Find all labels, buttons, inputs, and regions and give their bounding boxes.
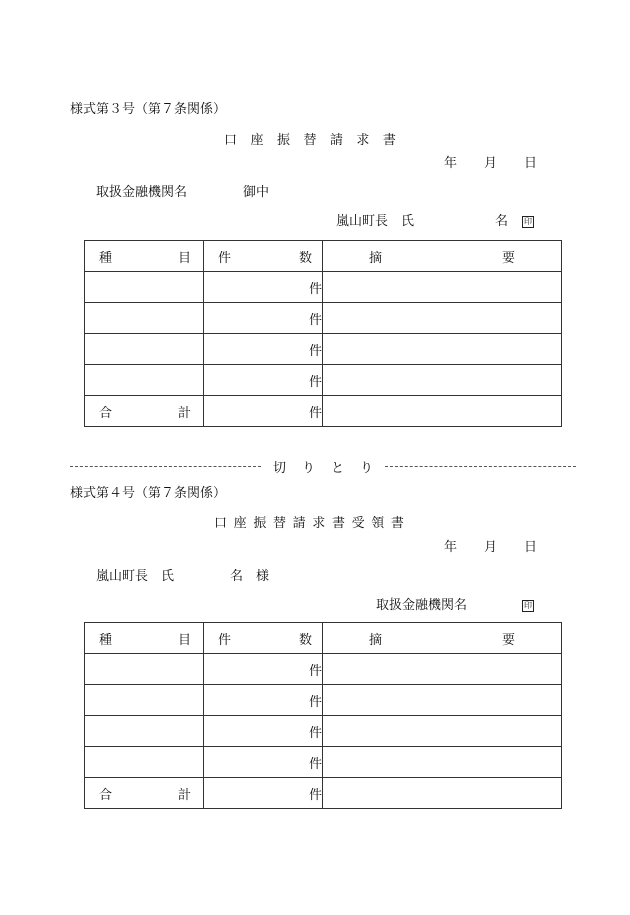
form2-table	[84, 622, 562, 809]
cell-summary[interactable]	[323, 303, 562, 334]
title-char: 口	[224, 133, 238, 148]
title-char: 書	[331, 516, 345, 531]
form2-seal-icon	[522, 599, 534, 612]
total-label: 合 計	[85, 778, 204, 809]
cell-summary[interactable]	[323, 716, 562, 747]
seal-mark: 印	[524, 600, 532, 610]
cell-summary[interactable]	[323, 272, 562, 303]
cell-count[interactable]: 件	[204, 303, 323, 334]
title-char: 振	[253, 516, 267, 531]
form1-seal-icon	[522, 215, 534, 228]
title-char: 替	[272, 516, 286, 531]
title-char: 請	[292, 516, 306, 531]
header-type: 種 目	[85, 623, 204, 654]
cell-count[interactable]: 件	[204, 272, 323, 303]
form1-table	[84, 240, 562, 427]
cell-summary[interactable]	[323, 685, 562, 716]
table-header-row	[85, 623, 562, 654]
title-char: 座	[250, 133, 264, 148]
table-total-row	[85, 396, 562, 427]
table-row	[85, 334, 562, 365]
table-row	[85, 747, 562, 778]
cell-type[interactable]	[85, 654, 204, 685]
header-type: 種 目	[85, 241, 204, 272]
table-row	[85, 365, 562, 396]
cell-count[interactable]: 件	[204, 747, 323, 778]
cell-type[interactable]	[85, 365, 204, 396]
date-month: 月	[484, 156, 498, 171]
table-row	[85, 685, 562, 716]
header-summary: 摘 要	[323, 623, 562, 654]
date-year: 年	[444, 156, 458, 171]
title-char: 領	[371, 516, 385, 531]
form2-honorific: 様	[256, 569, 270, 584]
date-day: 日	[524, 156, 538, 171]
cell-type[interactable]	[85, 303, 204, 334]
cut-dash-right	[385, 466, 576, 467]
cell-summary[interactable]	[323, 334, 562, 365]
cell-type[interactable]	[85, 685, 204, 716]
total-summary[interactable]	[323, 778, 562, 809]
cell-type[interactable]	[85, 334, 204, 365]
cell-type[interactable]	[85, 716, 204, 747]
table-row	[85, 272, 562, 303]
cell-count[interactable]: 件	[204, 334, 323, 365]
form2-name-label: 名	[230, 569, 244, 584]
cell-summary[interactable]	[323, 747, 562, 778]
cut-dash-left	[70, 466, 261, 467]
header-summary: 摘 要	[323, 241, 562, 272]
total-label: 合 計	[85, 396, 204, 427]
form2-title	[214, 517, 404, 530]
title-char: 口	[214, 516, 228, 531]
cell-count[interactable]: 件	[204, 685, 323, 716]
cell-type[interactable]	[85, 272, 204, 303]
title-char: 求	[312, 516, 326, 531]
title-char: 座	[233, 516, 247, 531]
total-summary[interactable]	[323, 396, 562, 427]
form1-honorific: 御中	[243, 185, 270, 200]
form1-bank-label: 取扱金融機関名	[96, 185, 188, 200]
cell-summary[interactable]	[323, 654, 562, 685]
cell-summary[interactable]	[323, 365, 562, 396]
form2-bank-label: 取扱金融機関名	[376, 598, 468, 613]
table-total-row	[85, 778, 562, 809]
cut-line	[70, 459, 576, 476]
title-char: 替	[303, 133, 317, 148]
table-header-row	[85, 241, 562, 272]
total-count[interactable]: 件	[204, 396, 323, 427]
table-row	[85, 654, 562, 685]
date-year: 年	[444, 540, 458, 555]
title-char: 振	[276, 133, 290, 148]
cut-label: 切 り と り	[272, 460, 374, 476]
cell-type[interactable]	[85, 747, 204, 778]
date-day: 日	[524, 540, 538, 555]
title-char: 求	[356, 133, 370, 148]
title-char: 受	[351, 516, 365, 531]
table-row	[85, 303, 562, 334]
title-char: 書	[390, 516, 404, 531]
form2-number: 様式第４号（第７条関係）	[70, 486, 227, 501]
seal-mark: 印	[524, 216, 532, 226]
title-char: 請	[329, 133, 343, 148]
date-month: 月	[484, 540, 498, 555]
cell-count[interactable]: 件	[204, 654, 323, 685]
total-count[interactable]: 件	[204, 778, 323, 809]
form1-number: 様式第３号（第７条関係）	[70, 102, 227, 117]
form1-name-label: 名	[495, 214, 509, 229]
cell-count[interactable]: 件	[204, 365, 323, 396]
form1-mayor: 嵐山町長 氏	[336, 214, 415, 229]
cell-count[interactable]: 件	[204, 716, 323, 747]
title-char: 書	[382, 133, 396, 148]
header-count: 件 数	[204, 623, 323, 654]
table-row	[85, 716, 562, 747]
form2-mayor: 嵐山町長 氏	[96, 569, 175, 584]
header-count: 件 数	[204, 241, 323, 272]
form1-title	[224, 134, 396, 147]
